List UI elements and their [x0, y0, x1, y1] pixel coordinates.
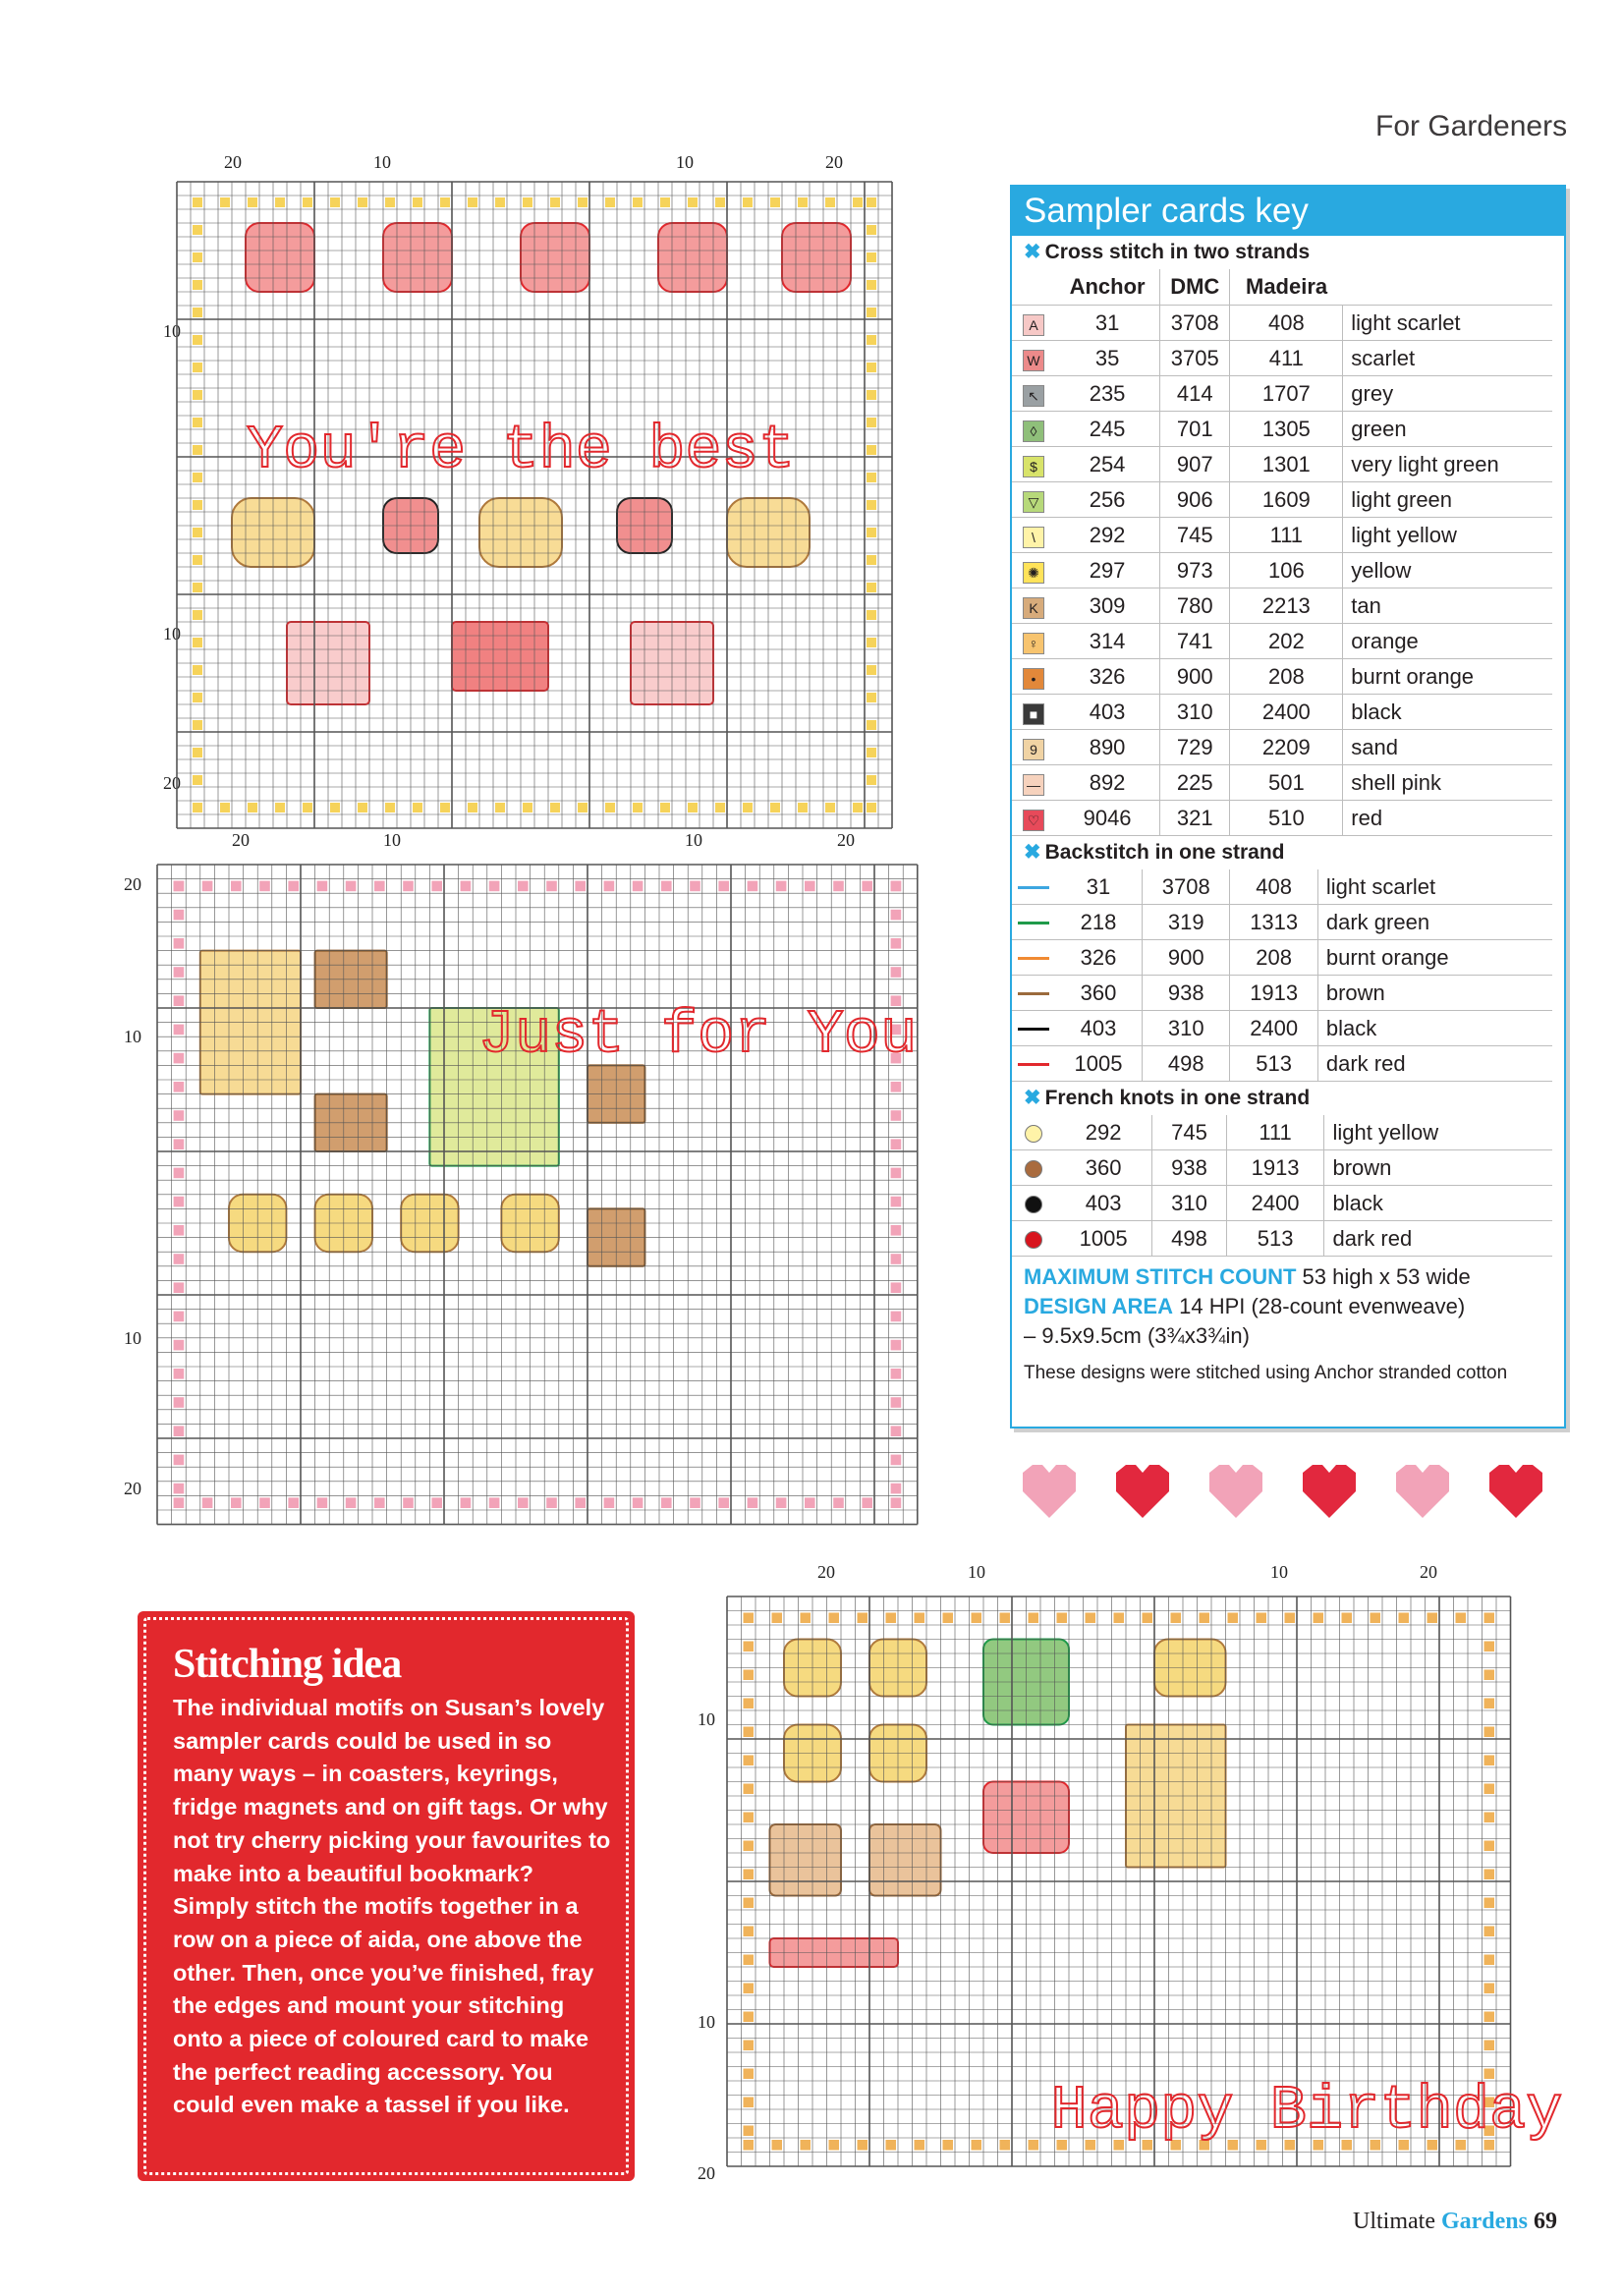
idea-title: Stitching idea [173, 1642, 402, 1687]
anchor-code: 403 [1055, 695, 1160, 730]
madeira-code: 1313 [1230, 905, 1317, 940]
chart3-grid [717, 1587, 1572, 2206]
max-label: MAXIMUM STITCH COUNT [1024, 1264, 1297, 1289]
chart1-grid [167, 172, 914, 840]
madeira-code: 208 [1230, 940, 1317, 976]
swatch-cell [1012, 1115, 1055, 1150]
dmc-code: 900 [1160, 659, 1230, 695]
heart-icon [1023, 1465, 1076, 1518]
dmc-code: 319 [1143, 905, 1230, 940]
anchor-code: 360 [1055, 1150, 1152, 1186]
anchor-code: 309 [1055, 588, 1160, 624]
colour-name: sand [1343, 730, 1552, 765]
axis3-top-1: 20 [817, 1562, 835, 1582]
dmc-code: 701 [1160, 412, 1230, 447]
key-row [1012, 1115, 1552, 1150]
french-knot-swatch [1025, 1160, 1042, 1178]
axis3-left-3: 20 [698, 2163, 715, 2183]
madeira-code: 1707 [1230, 376, 1343, 412]
axis2-left-4: 20 [124, 1479, 141, 1498]
key-note: These designs were stitched using Anchor stranded cotton [1024, 1363, 1508, 1383]
swatch-cell [1012, 1186, 1055, 1221]
dmc-code: 745 [1152, 1115, 1226, 1150]
swatch-cell [1012, 869, 1055, 905]
design-value: 14 HPI (28-count evenweave) [1179, 1294, 1466, 1318]
colour-name: light yellow [1324, 1115, 1552, 1150]
colour-name: tan [1343, 588, 1552, 624]
colour-name: brown [1324, 1150, 1552, 1186]
swatch-symbol: A [1023, 314, 1044, 336]
chart2-phrase: Just for You [477, 1000, 918, 1070]
key-row [1012, 976, 1552, 1011]
design-value2: – 9.5x9.5cm (3¾x3¾in) [1024, 1323, 1250, 1348]
heart-icon [1396, 1465, 1449, 1518]
colour-name: light scarlet [1343, 306, 1552, 341]
key-row [1012, 482, 1552, 518]
sampler-key [1010, 185, 1566, 1428]
col-dmc: DMC [1160, 269, 1230, 306]
anchor-code: 403 [1055, 1186, 1152, 1221]
swatch-cell [1012, 1011, 1055, 1046]
anchor-code: 1005 [1055, 1221, 1152, 1257]
swatch-cell [1012, 624, 1055, 659]
madeira-code: 513 [1226, 1221, 1324, 1257]
swatch-cell [1012, 1221, 1055, 1257]
axis3-top-3: 10 [1270, 1562, 1288, 1582]
swatch-symbol: $ [1023, 456, 1044, 477]
anchor-code: 292 [1055, 1115, 1152, 1150]
dmc-code: 741 [1160, 624, 1230, 659]
madeira-code: 2209 [1230, 730, 1343, 765]
key-row [1012, 412, 1552, 447]
key-row [1012, 765, 1552, 801]
col-anchor: Anchor [1055, 269, 1160, 306]
madeira-code: 411 [1230, 341, 1343, 376]
key-row [1012, 801, 1552, 836]
colour-name: brown [1317, 976, 1552, 1011]
colour-name: dark red [1324, 1221, 1552, 1257]
dmc-code: 973 [1160, 553, 1230, 588]
swatch-symbol: ■ [1023, 703, 1044, 725]
axis-left-2: 10 [163, 624, 181, 644]
heart-icon [1209, 1465, 1262, 1518]
key-row [1012, 376, 1552, 412]
swatch-symbol: — [1023, 774, 1044, 796]
key-row [1012, 1046, 1552, 1082]
key-row [1012, 341, 1552, 376]
colour-name: dark red [1317, 1046, 1552, 1082]
madeira-code: 513 [1230, 1046, 1317, 1082]
cookie-motif [869, 1824, 941, 1896]
madeira-code: 106 [1230, 553, 1343, 588]
chart3-phrase: Happy Birthday [1050, 2076, 1563, 2146]
madeira-code: 111 [1226, 1115, 1324, 1150]
anchor-code: 245 [1055, 412, 1160, 447]
swatch-cell [1012, 730, 1055, 765]
key-row [1012, 518, 1552, 553]
madeira-code: 1913 [1230, 976, 1317, 1011]
key-cross-title [1012, 236, 1564, 269]
madeira-code: 2213 [1230, 588, 1343, 624]
chart2-grid [147, 855, 953, 1542]
cookie-motif [770, 1824, 842, 1896]
anchor-code: 892 [1055, 765, 1160, 801]
page-footer [1353, 2209, 1557, 2235]
footer-mag: Ultimate [1353, 2209, 1435, 2234]
anchor-code: 403 [1055, 1011, 1143, 1046]
key-row [1012, 659, 1552, 695]
key-row [1012, 940, 1552, 976]
colour-name: grey [1343, 376, 1552, 412]
back-table [1012, 869, 1552, 1082]
madeira-code: 1305 [1230, 412, 1343, 447]
colour-name: light green [1343, 482, 1552, 518]
dmc-code: 498 [1152, 1221, 1226, 1257]
dmc-code: 938 [1143, 976, 1230, 1011]
anchor-code: 254 [1055, 447, 1160, 482]
anchor-code: 256 [1055, 482, 1160, 518]
swatch-cell [1012, 553, 1055, 588]
dmc-code: 3705 [1160, 341, 1230, 376]
cross-icon: ✖ [1024, 241, 1041, 263]
axis-left-3: 20 [163, 773, 181, 793]
dmc-code: 3708 [1143, 869, 1230, 905]
axis-left-1: 10 [163, 321, 181, 341]
swatch-cell [1012, 518, 1055, 553]
madeira-code: 510 [1230, 801, 1343, 836]
anchor-code: 326 [1055, 940, 1143, 976]
key-row [1012, 447, 1552, 482]
dmc-code: 900 [1143, 940, 1230, 976]
key-row [1012, 306, 1552, 341]
dmc-code: 414 [1160, 376, 1230, 412]
swatch-cell [1012, 1150, 1055, 1186]
colour-name: burnt orange [1343, 659, 1552, 695]
dmc-code: 938 [1152, 1150, 1226, 1186]
swatch-symbol: ↖ [1023, 385, 1044, 407]
colour-name: dark green [1317, 905, 1552, 940]
section-title: For Gardeners [1375, 110, 1568, 142]
madeira-code: 1301 [1230, 447, 1343, 482]
col-madeira: Madeira [1230, 269, 1343, 306]
madeira-code: 111 [1230, 518, 1343, 553]
heart-motif [452, 622, 548, 691]
axis-top-1: 20 [224, 152, 242, 172]
swatch-symbol: ▽ [1023, 491, 1044, 513]
anchor-code: 890 [1055, 730, 1160, 765]
key-row [1012, 1011, 1552, 1046]
anchor-code: 326 [1055, 659, 1160, 695]
strawberry-motif [782, 223, 851, 292]
backstitch-swatch [1018, 957, 1049, 960]
colour-name: light scarlet [1317, 869, 1552, 905]
swatch-cell [1012, 940, 1055, 976]
dmc-code: 321 [1160, 801, 1230, 836]
heart-icon [1303, 1465, 1356, 1518]
swatch-cell [1012, 801, 1055, 836]
axis-top-2: 10 [373, 152, 391, 172]
axis2-left-1: 20 [124, 874, 141, 894]
page-number: 69 [1534, 2209, 1557, 2234]
key-row [1012, 905, 1552, 940]
dmc-code: 310 [1160, 695, 1230, 730]
anchor-code: 218 [1055, 905, 1143, 940]
swatch-cell [1012, 659, 1055, 695]
strawberry-motif [383, 223, 452, 292]
madeira-code: 1913 [1226, 1150, 1324, 1186]
madeira-code: 2400 [1230, 1011, 1317, 1046]
back-title-text: Backstitch in one strand [1044, 841, 1285, 864]
colour-name: light yellow [1343, 518, 1552, 553]
swatch-cell [1012, 976, 1055, 1011]
swatch-cell [1012, 412, 1055, 447]
anchor-code: 360 [1055, 976, 1143, 1011]
swatch-symbol: W [1023, 350, 1044, 371]
colour-name: shell pink [1343, 765, 1552, 801]
madeira-code: 2400 [1230, 695, 1343, 730]
axis3-top-2: 10 [968, 1562, 985, 1582]
madeira-code: 2400 [1226, 1186, 1324, 1221]
dmc-code: 906 [1160, 482, 1230, 518]
axis2-top-2: 10 [383, 830, 401, 850]
key-french-title [1012, 1082, 1564, 1115]
cross-table [1012, 269, 1552, 836]
key-row [1012, 1186, 1552, 1221]
colour-name: scarlet [1343, 341, 1552, 376]
dmc-code: 745 [1160, 518, 1230, 553]
swatch-cell [1012, 588, 1055, 624]
backstitch-swatch [1018, 922, 1049, 924]
dmc-code: 729 [1160, 730, 1230, 765]
anchor-code: 297 [1055, 553, 1160, 588]
chart1-phrase: You're the best [246, 416, 796, 485]
axis3-left-2: 10 [698, 2012, 715, 2032]
swatch-symbol: ♡ [1023, 810, 1044, 831]
dmc-code: 310 [1143, 1011, 1230, 1046]
colour-name: very light green [1343, 447, 1552, 482]
idea-body: The individual motifs on Susan’s lovely sampler cards could be used in so many ways – in coasters, keyrings, fridge magnets and on gift tags. Or why not try cherry picking your favourites to make into a beautiful bookmark? Simply stitch the motifs together in a row on a piece of aida, one above the other. Then, once you’ve finished, fray the edges and mount your stitching onto a piece of coloured card to make the perfect reading accessory. You could even make a tassel if you like. [173, 1695, 611, 2118]
dmc-code: 310 [1152, 1186, 1226, 1221]
swatch-symbol: K [1023, 597, 1044, 619]
stitch-count [1012, 1257, 1564, 1357]
cross-title-text: Cross stitch in two strands [1044, 241, 1311, 263]
swatch-symbol: ♀ [1023, 633, 1044, 654]
anchor-code: 314 [1055, 624, 1160, 659]
dmc-code: 498 [1143, 1046, 1230, 1082]
swatch-cell [1012, 447, 1055, 482]
strawberry-motif [521, 223, 589, 292]
key-row [1012, 624, 1552, 659]
axis-top-3: 10 [676, 152, 694, 172]
cross-icon: ✖ [1024, 841, 1041, 864]
backstitch-swatch [1018, 1028, 1049, 1031]
swatch-symbol: • [1023, 668, 1044, 690]
french-title-text: French knots in one strand [1044, 1087, 1311, 1109]
french-knot-swatch [1025, 1125, 1042, 1143]
french-knot-swatch [1025, 1196, 1042, 1213]
french-knot-swatch [1025, 1231, 1042, 1249]
max-value: 53 high x 53 wide [1302, 1264, 1471, 1289]
strawberry-motif [246, 223, 314, 292]
madeira-code: 501 [1230, 765, 1343, 801]
anchor-code: 35 [1055, 341, 1160, 376]
backstitch-swatch [1018, 1063, 1049, 1066]
dmc-code: 907 [1160, 447, 1230, 482]
colour-name: burnt orange [1317, 940, 1552, 976]
strawberry-motif [658, 223, 727, 292]
backstitch-swatch [1018, 992, 1049, 995]
key-row [1012, 695, 1552, 730]
colour-name: red [1343, 801, 1552, 836]
madeira-code: 202 [1230, 624, 1343, 659]
anchor-code: 31 [1055, 869, 1143, 905]
swatch-cell [1012, 482, 1055, 518]
key-row [1012, 1150, 1552, 1186]
french-table [1012, 1115, 1552, 1257]
swatch-cell [1012, 765, 1055, 801]
key-back-title [1012, 836, 1564, 869]
swatch-cell [1012, 695, 1055, 730]
heart-icon [1116, 1465, 1169, 1518]
axis3-left-1: 10 [698, 1709, 715, 1729]
anchor-code: 1005 [1055, 1046, 1143, 1082]
design-label: DESIGN AREA [1024, 1294, 1173, 1318]
swatch-symbol: \ [1023, 527, 1044, 548]
axis2-left-3: 10 [124, 1328, 141, 1348]
colour-name: yellow [1343, 553, 1552, 588]
key-row [1012, 553, 1552, 588]
anchor-code: 9046 [1055, 801, 1160, 836]
colour-name: orange [1343, 624, 1552, 659]
dmc-code: 780 [1160, 588, 1230, 624]
madeira-code: 408 [1230, 306, 1343, 341]
swatch-symbol: ◊ [1023, 420, 1044, 442]
madeira-code: 1609 [1230, 482, 1343, 518]
colour-name: black [1343, 695, 1552, 730]
axis2-left-2: 10 [124, 1027, 141, 1046]
key-title: Sampler cards key [1012, 187, 1564, 236]
anchor-code: 31 [1055, 306, 1160, 341]
key-row [1012, 1221, 1552, 1257]
swatch-cell [1012, 905, 1055, 940]
axis2-top-3: 10 [685, 830, 702, 850]
backstitch-swatch [1018, 886, 1049, 889]
hearts-row [1012, 1459, 1562, 1528]
axis2-top-4: 20 [837, 830, 855, 850]
colour-name: green [1343, 412, 1552, 447]
cross-icon: ✖ [1024, 1087, 1041, 1109]
anchor-code: 235 [1055, 376, 1160, 412]
swatch-symbol: ✺ [1023, 562, 1044, 584]
axis-top-4: 20 [825, 152, 843, 172]
axis2-top-1: 20 [232, 830, 250, 850]
dmc-code: 225 [1160, 765, 1230, 801]
key-row [1012, 588, 1552, 624]
stitching-idea-box [138, 1611, 635, 2181]
heart-icon [1489, 1465, 1542, 1518]
colour-name: black [1317, 1011, 1552, 1046]
swatch-symbol: 9 [1023, 739, 1044, 760]
madeira-code: 208 [1230, 659, 1343, 695]
key-row [1012, 730, 1552, 765]
colour-name: black [1324, 1186, 1552, 1221]
swatch-cell [1012, 376, 1055, 412]
dmc-code: 3708 [1160, 306, 1230, 341]
key-row [1012, 869, 1552, 905]
axis3-top-4: 20 [1420, 1562, 1437, 1582]
swatch-cell [1012, 306, 1055, 341]
footer-section: Gardens [1440, 2209, 1528, 2234]
madeira-code: 408 [1230, 869, 1317, 905]
swatch-cell [1012, 1046, 1055, 1082]
anchor-code: 292 [1055, 518, 1160, 553]
swatch-cell [1012, 341, 1055, 376]
